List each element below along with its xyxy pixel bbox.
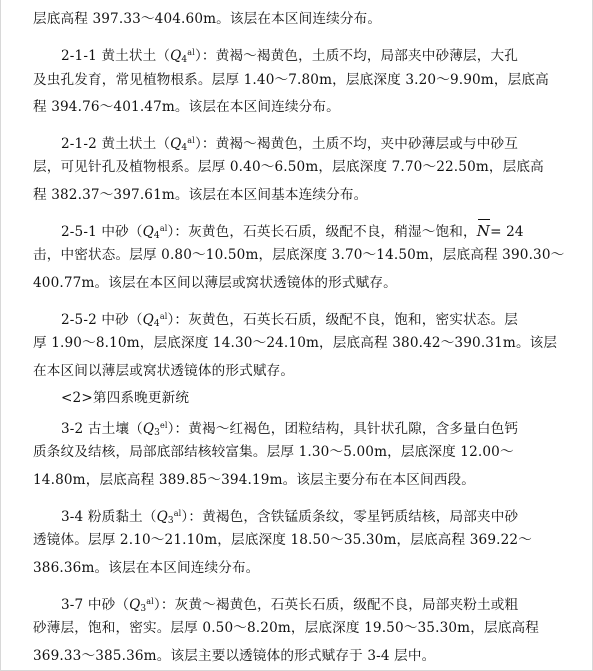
paragraph-line: 及虫孔发育，常见植物根系。层厚 1.40～7.80m，层底深度 3.20～9.90m，层底高	[33, 71, 549, 88]
n-value: = 24	[490, 224, 524, 241]
paragraph-line: 在本区间以薄层或窝状透镜体的形式赋存。	[33, 362, 295, 379]
paragraph-line: 386.36m。该层在本区间连续分布。	[33, 559, 260, 576]
geologic-age: $(Q_3^{el})$	[129, 421, 175, 439]
paragraph-2-5-2	[33, 303, 558, 385]
paragraph-line: 程 382.37～397.61m。该层在本区间基本连续分布。	[33, 186, 368, 203]
paragraph-line: 程 394.76～401.47m。该层在本区间连续分布。	[33, 98, 340, 115]
geologic-age: $(Q_4^{al})$	[128, 224, 175, 242]
paragraph-first-line	[33, 412, 558, 439]
paragraph-2-5-1	[33, 215, 565, 297]
layer-code: 3-7	[61, 596, 84, 613]
geologic-age: $(Q_3^{al})$	[115, 596, 161, 614]
layer-description: ：黄褐～褐黄色，土质不均，局部夹中砂薄层，大孔	[201, 48, 518, 65]
layer-name: 粉质黏土	[87, 509, 143, 526]
layer-code: 3-4	[61, 509, 84, 526]
layer-description: ：黄褐色，含铁锰质条纹，零星钙质结核，局部夹中砂	[188, 509, 519, 526]
geologic-age: $(Q_4^{al})$	[128, 311, 175, 329]
layer-name: 中砂	[101, 224, 129, 241]
layer-name: 黄土状土	[101, 48, 157, 65]
layer-description: ：灰黄色，石英长石质，级配不良，饱和，密实状态。层	[174, 311, 518, 328]
paragraph-line: 400.77m。该层在本区间以薄层或窝状透镜体的形式赋存。	[33, 274, 397, 291]
section-heading: <2>第四系晚更新统	[61, 389, 190, 406]
geologic-age: $(Q_4^{al})$	[156, 48, 202, 66]
layer-code: 2-5-2	[61, 311, 97, 328]
geologic-age: $(Q_4^{al})$	[156, 136, 202, 154]
layer-code: 2-1-2	[61, 136, 97, 153]
layer-code: 2-5-1	[61, 224, 97, 241]
paragraph-line: 369.33～385.36m。该层主要以透镜体的形式赋存于 3-4 层中。	[33, 647, 436, 664]
paragraph-line: 透镜体。层厚 2.10～21.10m，层底深度 18.50～35.30m，层底高程 369.22～	[33, 532, 532, 549]
paragraph-first-line	[33, 215, 558, 242]
paragraph-line: 质条纹及结核，局部底部结核较富集。层厚 1.30～5.00m，层底深度 12.00～	[33, 444, 514, 461]
paragraph-3-4	[33, 500, 558, 582]
paragraph-2-1-2	[33, 127, 558, 209]
paragraph-first-line	[33, 127, 558, 154]
paragraph-first-line	[33, 588, 558, 615]
paragraph-line: 14.80m，层底高程 389.85～394.19m。该层主要分布在本区间西段。	[33, 471, 476, 488]
intro-line: 层底高程 397.33～404.60m。该层在本区间连续分布。	[33, 11, 382, 27]
document-body	[33, 6, 565, 670]
paragraph-first-line	[33, 39, 558, 66]
layer-description: ：黄褐～红褐色，团粒结构，具针状孔隙，含多量白色钙	[174, 421, 519, 438]
paragraph-line: 砂薄层，饱和，密实。层厚 0.50～8.20m，层底深度 19.50～35.30m，层底高程	[33, 620, 539, 637]
layer-name: 古土壤	[87, 421, 130, 438]
paragraph-line: 层，可见针孔及植物根系。层厚 0.40～6.50m，层底深度 7.70～22.50m，层底高	[33, 159, 544, 176]
paragraph-3-7	[33, 588, 558, 670]
paragraph-3-2	[33, 412, 558, 494]
paragraph-first-line	[33, 303, 558, 330]
layer-name: 黄土状土	[101, 136, 157, 153]
layer-name: 中砂	[101, 311, 129, 328]
paragraph-2-1-1	[33, 39, 558, 121]
layer-description: ：灰黄色，石英长石质，级配不良，稍湿～饱和，	[174, 224, 477, 241]
paragraph-line: 击，中密状态。层厚 0.80～10.50m，层底深度 3.70～14.50m，层底高程 390.30～	[33, 247, 565, 264]
layer-name: 中砂	[87, 596, 116, 613]
n-bar-symbol: N	[477, 218, 490, 245]
layer-description: ：黄褐～褐黄色，土质不均，夹中砂薄层或与中砂互	[201, 136, 518, 153]
geologic-age: $(Q_3^{al})$	[142, 509, 189, 527]
paragraph-first-line	[33, 500, 558, 527]
layer-code: 3-2	[61, 421, 84, 438]
layer-description: ：灰黄～褐黄色，石英长石质，级配不良，局部夹粉土或粗	[160, 596, 519, 613]
layer-code: 2-1-1	[61, 48, 97, 65]
paragraph-line: 厚 1.90～8.10m，层底深度 14.30～24.10m，层底高程 380.42～390.31m。该层	[33, 335, 558, 352]
